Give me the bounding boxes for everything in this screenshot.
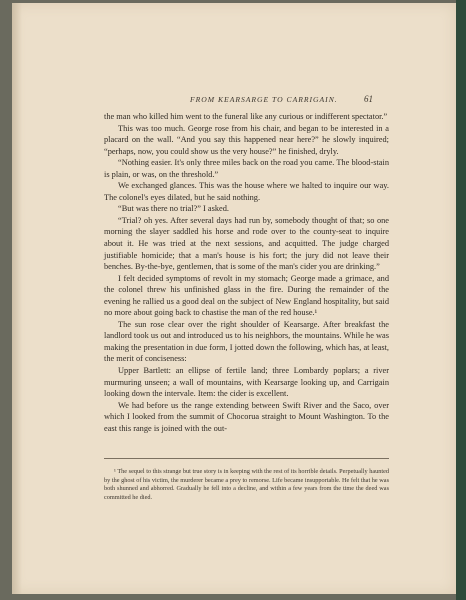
page-gutter-shadow xyxy=(12,3,22,594)
footnote: ¹ The sequel to this strange but true story is in keeping with the rest of its horrible details. Perpetually haunted by the ghost of his victim, the murderer became a prey to remorse. Life became insupportable. He felt that he was both shunned and abhorred. Gradually he fell into a decline, and within a few years from the time the deed was committed he died. xyxy=(104,468,389,502)
paragraph: The sun rose clear over the right shoulder of Kearsarge. After breakfast the landlord took us out and introduced us to his neighbors, the mountains. While he was making the presentation in due form, I jotted down the following, which has, at least, the merit of conciseness: xyxy=(104,319,389,364)
book-spine xyxy=(456,0,466,600)
paragraph: Upper Bartlett: an ellipse of fertile land; three Lombardy poplars; a river murmuring unseen; a wall of mountains, with Kearsarge looking up, and Carrigain looking down the intervale. Item: the cider is excellent. xyxy=(104,366,389,399)
paragraph: This was too much. George rose from his chair, and began to be interested in a placard on the wall. “And you say this happened near here?” he slowly inquired; “perhaps, now, you could show us the very house?” he finished, dryly. xyxy=(104,123,389,156)
paragraph: “Nothing easier. It's only three miles back on the road you came. The blood-stain is plain, or was, on the threshold.” xyxy=(104,158,389,179)
paragraph: the man who killed him went to the funeral like any curious or indifferent spectator.” xyxy=(104,112,388,121)
page-number: 61 xyxy=(364,94,373,104)
footnote-rule xyxy=(104,458,389,459)
paragraph: “Trial? oh yes. After several days had run by, somebody thought of that; so one morning the slayer saddled his horse and rode over to the county-seat to inquire about it. He was tried at the next sessions, and acquitted. The judge charged justifiable homicide; that a man's house is his fort; the jury did not leave their benches. By-the-bye, gentlemen, that is some of the man's cider you are drinking.” xyxy=(104,215,389,272)
running-title: FROM KEARSARGE TO CARRIGAIN. xyxy=(190,95,338,104)
paragraph: “But was there no trial?” I asked. xyxy=(118,204,229,214)
book-page xyxy=(12,3,456,594)
body-text xyxy=(104,111,389,434)
running-head xyxy=(12,95,456,109)
paragraph: I felt decided symptoms of revolt in my stomach; George made a grimace, and the colonel threw his unfinished glass in the fire. During the remainder of the evening he rallied us a good deal on the subject of New England hospitality, but said no more about going back to chastise the man of the red house.¹ xyxy=(104,273,389,318)
paragraph: We exchanged glances. This was the house where we halted to inquire our way. The colonel's eyes dilated, but he said nothing. xyxy=(104,181,389,202)
paragraph: We had before us the range extending between Swift River and the Saco, over which I looked from the summit of Chocorua straight to Mount Washington. To the east this range is joined with the out- xyxy=(104,400,389,433)
